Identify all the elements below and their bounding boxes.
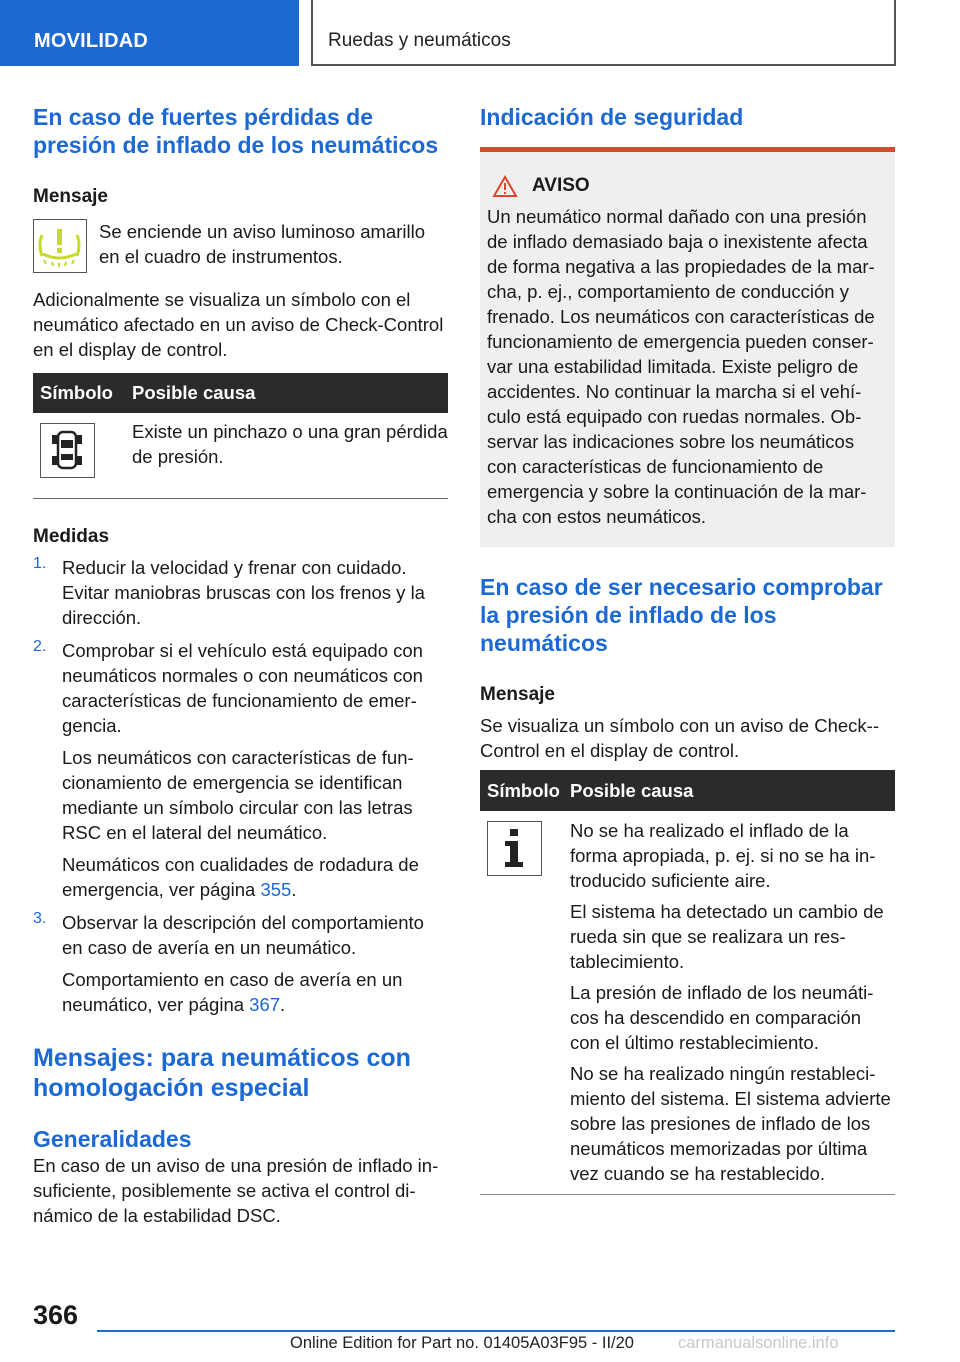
message-text: Se visualiza un símbolo con un aviso de Check-Control en el display de control. — [480, 715, 879, 761]
edition-text: Online Edition for Part no. 01405A03F95 - II/20 — [290, 1334, 634, 1352]
step-text: Observar la descripción del comportamiento en caso de avería en un neumático. — [62, 912, 424, 958]
step-reference: Neumáticos con cualidades de rodadura de emergencia, ver página 355. — [62, 854, 419, 900]
warning-box — [480, 147, 895, 547]
symbol-cause-table — [480, 770, 895, 1195]
step-number: 3. — [33, 910, 47, 927]
message-label: Mensaje — [480, 684, 555, 705]
cause-text: No se ha realizado el inflado de la forma apropiada, p. ej. si no se ha introducido suficiente aire. — [570, 820, 876, 891]
tire-pressure-warning-icon — [33, 219, 87, 273]
step-text: Reducir la velocidad y frenar con cuidado. Evitar maniobras bruscas con los frenos y la dirección. — [62, 557, 425, 628]
table-header-symbol: Símbolo — [480, 770, 563, 811]
header-section-tab — [0, 0, 299, 66]
page-number: 366 — [33, 1300, 79, 1330]
cause-text: No se ha realizado ningún restablecimiento del sistema. El sistema advierte sobre las presiones de inflado de los neumáticos memorizadas por última vez cuando se ha restablecido. — [570, 1063, 891, 1184]
table-cell-cause: Existe un pinchazo o una gran pérdida de presión. — [132, 421, 448, 467]
measures-label: Medidas — [33, 526, 110, 547]
right-column — [480, 100, 895, 1195]
left-column — [33, 100, 448, 1228]
message-row — [33, 219, 448, 273]
step-reference: Comportamiento en caso de avería en un neumático, ver página 367. — [62, 969, 403, 1015]
table-header-cause: Posible causa — [563, 770, 895, 811]
cause-text: El sistema ha detectado un cambio de rueda sin que se realizara un restablecimiento. — [570, 901, 884, 972]
warning-label: AVISO — [532, 175, 590, 196]
safety-title: Indicación de seguridad — [480, 104, 744, 130]
watermark: carmanualsonline.info — [678, 1334, 839, 1352]
header-section-label: MOVILIDAD — [34, 30, 149, 52]
measures-list — [33, 555, 448, 1017]
step-text: Comprobar si el vehículo está equipado con neumáticos normales o con neumáticos con características de funcionamiento de emergencia. — [62, 640, 423, 736]
cause-text: La presión de inflado de los neumáticos ha descendido en comparación con el último restablecimiento. — [570, 982, 874, 1053]
section-title-pressure-loss: En caso de fuertes pérdidas de presión de inflado de los neumáticos — [33, 104, 439, 158]
header-chapter-box — [311, 0, 896, 66]
table-header-symbol: Símbolo — [33, 373, 125, 413]
list-item — [33, 555, 448, 630]
step-note: Los neumáticos con características de funcionamiento de emergencia se identifican mediante un símbolo circular con las letras RSC en el lateral del neumático. — [62, 747, 414, 843]
page-link-355[interactable]: 355 — [260, 879, 292, 900]
step-number: 2. — [33, 638, 47, 655]
section-title-check-pressure: En caso de ser necesario comprobar la presión de inflado de los neumáticos — [480, 574, 883, 656]
header-chapter-label: Ruedas y neumáticos — [328, 30, 511, 51]
table-header-row — [33, 373, 448, 413]
message-label: Mensaje — [33, 186, 108, 207]
section-title-special-tires: Mensajes: para neumáticos con homologación especial — [33, 1044, 411, 1102]
warning-header — [487, 174, 888, 198]
symbol-cause-table — [33, 373, 448, 499]
warning-triangle-icon — [492, 175, 518, 198]
table-row — [33, 413, 448, 499]
message-text: Se enciende un aviso luminoso amarillo en el cuadro de instrumentos. — [99, 221, 425, 267]
general-text: En caso de un aviso de una presión de inflado insuficiente, posiblemente se activa el control dinámico de la estabilidad DSC. — [33, 1155, 439, 1226]
general-title: Generalidades — [33, 1126, 192, 1152]
list-item — [33, 910, 448, 1017]
table-header-row — [480, 770, 895, 811]
info-icon — [487, 821, 542, 876]
warning-text: Un neumático normal dañado con una presión de inflado demasiado baja o inexistente afecta de forma negativa a las propiedades de la marcha, p. ej., comportamiento de conducción y frenado. Los neumáticos con características de funcionamiento de emergencia pueden conservar una estabilidad limitada. Existe peligro de accidentes. No continuar la marcha si el vehículo está equipado con ruedas normales. Observar las indicaciones sobre los neumáticos con características de funcionamiento de emergencia y sobre la continuación de la marcha con estos neumáticos. — [487, 206, 875, 527]
table-row — [480, 811, 895, 1195]
additional-text: Adicionalmente se visualiza un símbolo con el neumático afectado en un aviso de Check-Control en el display de control. — [33, 289, 444, 360]
table-header-cause: Posible causa — [125, 373, 448, 413]
footer-divider — [97, 1330, 895, 1332]
list-item — [33, 638, 448, 902]
page-link-367[interactable]: 367 — [249, 994, 281, 1015]
car-tires-icon — [40, 423, 95, 478]
step-number: 1. — [33, 555, 47, 572]
